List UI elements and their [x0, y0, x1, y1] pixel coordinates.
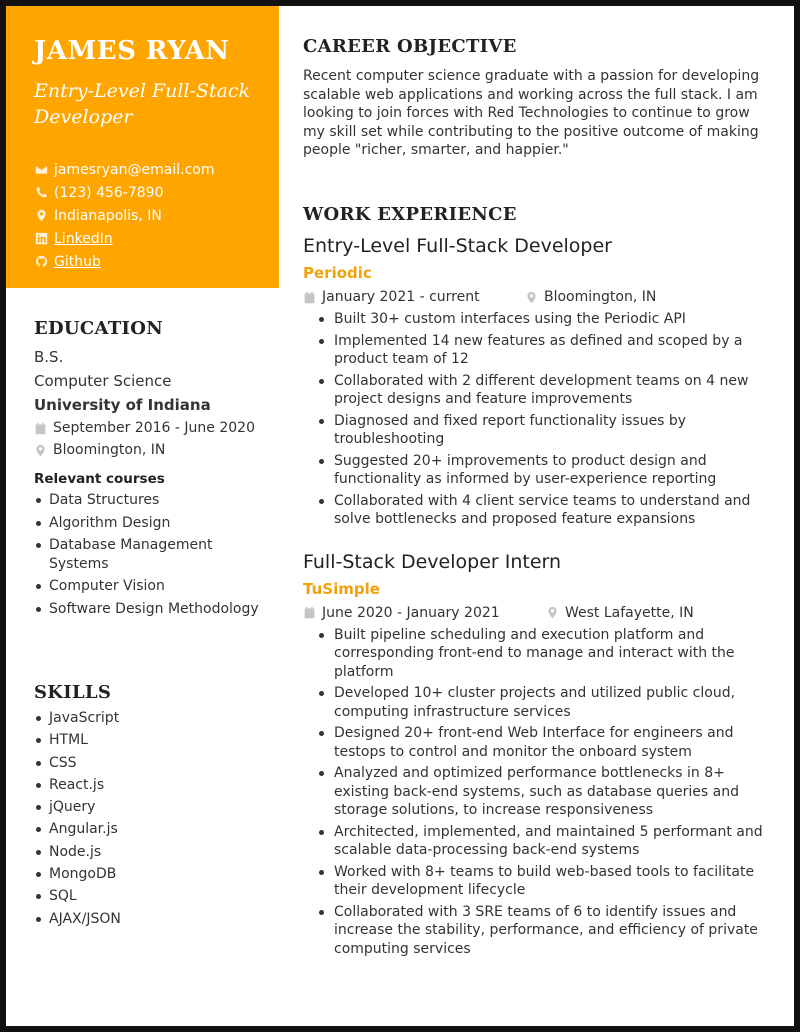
- location-icon: [34, 209, 48, 223]
- degree: B.S.: [34, 348, 64, 366]
- list-item: Built pipeline scheduling and execution platform and corresponding front-end to manage and interact with the platform: [317, 626, 773, 682]
- job-bullets: [317, 310, 773, 529]
- company-name: Periodic: [303, 264, 372, 282]
- header-block: [6, 6, 279, 288]
- list-item: Collaborated with 2 different development teams on 4 new project designs and feature improvements: [317, 372, 773, 409]
- list-item: SQL: [34, 887, 274, 906]
- job-dates: [303, 289, 525, 305]
- candidate-role: Entry-Level Full-Stack Developer: [34, 80, 251, 128]
- list-item: jQuery: [34, 798, 274, 817]
- linkedin-icon: [34, 232, 48, 246]
- list-item: MongoDB: [34, 865, 274, 884]
- list-item: AJAX/JSON: [34, 910, 274, 929]
- calendar-icon: [303, 291, 316, 304]
- job-dates-text: January 2021 - current: [322, 289, 480, 305]
- left-column: [6, 6, 279, 1026]
- field-of-study: Computer Science: [34, 372, 172, 390]
- email-text[interactable]: jamesryan@email.com: [54, 161, 215, 178]
- courses-label: Relevant courses: [34, 471, 165, 487]
- location-icon: [34, 444, 47, 457]
- phone-text[interactable]: (123) 456-7890: [54, 184, 164, 201]
- education-location-text: Bloomington, IN: [53, 442, 166, 458]
- job-dates-text: June 2020 - January 2021: [322, 604, 500, 621]
- list-item: JavaScript: [34, 709, 274, 728]
- job-meta: [303, 286, 773, 308]
- list-item: Developed 10+ cluster projects and utilized public cloud, computing infrastructure services: [317, 684, 773, 721]
- school-name: University of Indiana: [34, 396, 211, 414]
- work-title: WORK EXPERIENCE: [303, 204, 517, 225]
- email-icon: [34, 163, 48, 177]
- objective-title: CAREER OBJECTIVE: [303, 36, 517, 57]
- list-item: Diagnosed and fixed report functionality issues by troubleshooting: [317, 412, 773, 449]
- list-item: Algorithm Design: [34, 514, 274, 533]
- education-dates: [34, 417, 274, 439]
- contact-location: [34, 204, 251, 227]
- job-location: [546, 605, 694, 621]
- contact-email[interactable]: [34, 158, 251, 181]
- location-icon: [546, 606, 559, 619]
- list-item: Angular.js: [34, 820, 274, 839]
- calendar-icon: [303, 606, 316, 619]
- work-section: [303, 204, 773, 961]
- phone-icon: [34, 186, 48, 200]
- list-item: Implemented 14 new features as defined and scoped by a product team of 12: [317, 332, 773, 369]
- list-item: CSS: [34, 754, 274, 773]
- contact-list: [34, 158, 251, 273]
- location-icon: [525, 291, 538, 304]
- list-item: React.js: [34, 776, 274, 795]
- list-item: Built 30+ custom interfaces using the Periodic API: [317, 310, 773, 329]
- job-meta: [303, 602, 773, 624]
- skills-title: SKILLS: [34, 682, 112, 703]
- list-item: Software Design Methodology: [34, 600, 274, 619]
- list-item: Suggested 20+ improvements to product design and functionality as informed by user-experience reporting: [317, 452, 773, 489]
- list-item: Designed 20+ front-end Web Interface for engineers and testops to control and monitor the onboard system: [317, 724, 773, 761]
- list-item: Data Structures: [34, 491, 274, 510]
- contact-phone[interactable]: [34, 181, 251, 204]
- job-location-text: West Lafayette, IN: [565, 604, 694, 621]
- skills-list: [34, 709, 274, 928]
- github-link[interactable]: Github: [54, 253, 101, 270]
- job-location-text: Bloomington, IN: [544, 289, 657, 305]
- calendar-icon: [34, 422, 47, 435]
- job-bullets: [317, 626, 773, 959]
- education-title: EDUCATION: [34, 318, 163, 339]
- company-name: TuSimple: [303, 579, 380, 598]
- job-location: [525, 289, 656, 305]
- linkedin-link[interactable]: LinkedIn: [54, 230, 113, 247]
- education-location: [34, 439, 274, 461]
- objective-text: Recent computer science graduate with a passion for developing scalable web applications and working across the full stack. I am looking to join forces with Red Technologies to continue to grow my skill set while contributing to the positive outcome of making people "richer, smarter, and happier.": [303, 68, 760, 158]
- github-icon: [34, 255, 48, 269]
- list-item: Analyzed and optimized performance bottlenecks in 8+ existing back-end systems, such as database queries and storage solutions, to increase responsiveness: [317, 764, 773, 820]
- list-item: Collaborated with 3 SRE teams of 6 to identify issues and increase the stability, performance, and efficiency of private computing services: [317, 903, 773, 959]
- job-entry: [303, 549, 773, 959]
- list-item: Collaborated with 4 client service teams to understand and solve bottlenecks and proposed feature expansions: [317, 492, 773, 529]
- job-title: Full-Stack Developer Intern: [303, 550, 562, 573]
- list-item: Node.js: [34, 843, 274, 862]
- job-entry: [303, 233, 773, 529]
- skills-section: [34, 682, 274, 932]
- list-item: Worked with 8+ teams to build web-based tools to facilitate their development lifecycle: [317, 863, 773, 900]
- list-item: Architected, implemented, and maintained 5 performant and scalable data-processing back-end systems: [317, 823, 773, 860]
- courses-list: [34, 491, 274, 618]
- education-dates-text: September 2016 - June 2020: [53, 420, 255, 436]
- education-section: [34, 318, 274, 622]
- job-dates: [303, 605, 546, 621]
- objective-section: [303, 36, 773, 160]
- list-item: Database Management Systems: [34, 536, 274, 573]
- candidate-name: JAMES RYAN: [34, 36, 230, 66]
- contact-linkedin[interactable]: [34, 227, 251, 250]
- location-text: Indianapolis, IN: [54, 207, 162, 224]
- resume-page: [6, 6, 794, 1026]
- list-item: HTML: [34, 731, 274, 750]
- job-title: Entry-Level Full-Stack Developer: [303, 235, 612, 257]
- list-item: Computer Vision: [34, 577, 274, 596]
- contact-github[interactable]: [34, 250, 251, 273]
